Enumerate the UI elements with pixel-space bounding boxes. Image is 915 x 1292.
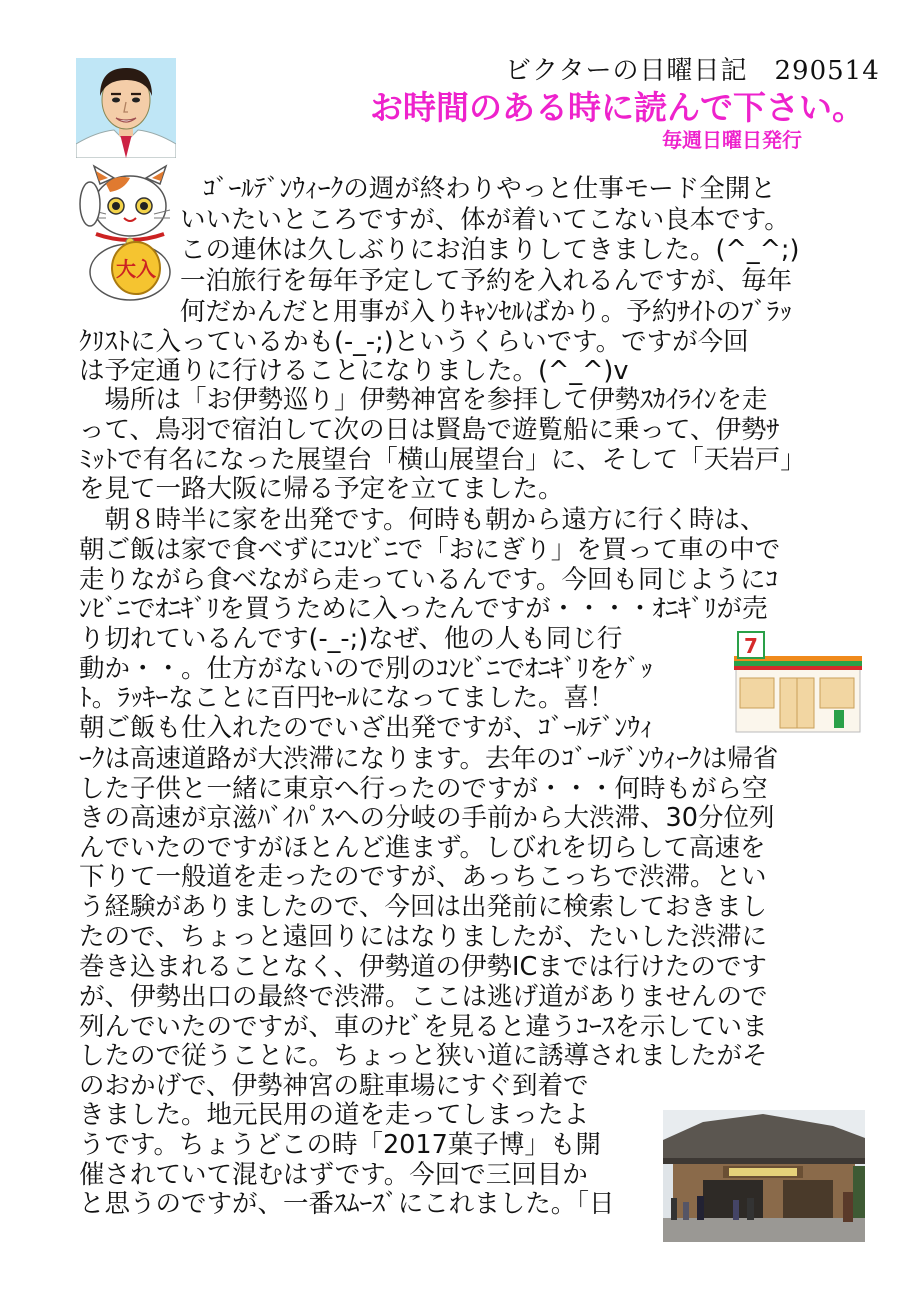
coin-text: 大入 <box>116 257 156 281</box>
body-line: 動か・・。仕方がないので別のｺﾝﾋﾞﾆでｵﾆｷﾞﾘをｹﾞｯ <box>79 654 653 684</box>
body-line: きの高速が京滋ﾊﾞｲﾊﾟｽへの分岐の手前から大渋滞、30分位列 <box>79 803 775 833</box>
body-line: きました。地元民用の道を走ってしまったよ <box>79 1100 590 1130</box>
body-line: と思うのですが、一番ｽﾑｰｽﾞにこれました。「日 <box>79 1189 615 1219</box>
body-line: 列んでいたのですが、車のﾅﾋﾞを見ると違うｺｰｽを示していま <box>79 1012 768 1042</box>
body-line: 朝８時半に家を出発です。何時も朝から遠方に行く時は、 <box>79 505 766 535</box>
body-line: んでいたのですがほとんど進まず。しびれを切らして高速を <box>79 833 766 863</box>
body-line: この連休は久しぶりにお泊まりしてきました。(^_^;) <box>180 235 800 265</box>
body-line: 一泊旅行を毎年予定して予約を入れるんですが、毎年 <box>180 266 793 296</box>
headline: お時間のある時に読んで下さい。 <box>370 88 865 127</box>
shrine-photo <box>663 1110 865 1242</box>
body-line: は予定通りに行けることになりました。(^_^)v <box>79 356 629 386</box>
weekly-publication-note: 毎週日曜日発行 <box>662 128 802 152</box>
convenience-store-icon <box>732 626 864 734</box>
body-line: のおかげで、伊勢神宮の駐車場にすぐ到着で <box>79 1071 589 1101</box>
body-line: 場所は「お伊勢巡り」伊勢神宮を参拝して伊勢ｽｶｲﾗｲﾝを走 <box>79 385 768 415</box>
body-line: 朝ご飯は家で食べずにｺﾝﾋﾞﾆで「おにぎり」を買って車の中で <box>79 535 781 565</box>
body-line: が、伊勢出口の最終で渋滞。ここは逃げ道がありませんので <box>79 982 768 1012</box>
body-line: 何だかんだと用事が入りｷｬﾝｾﾙばかり。予約ｻｲﾄのﾌﾞﾗｯ <box>180 297 793 327</box>
maneki-neko-icon <box>76 164 184 302</box>
svg-text:7: 7 <box>744 634 758 658</box>
body-line: 走りながら食べながら走っているんです。今回も同じようにｺ <box>79 565 779 595</box>
body-line: たので、ちょっと遠回りにはなりましたが、たいした渋滞に <box>79 922 767 952</box>
body-line: う経験がありましたので、今回は出発前に検索しておきまし <box>79 892 767 922</box>
body-line: って、鳥羽で宿泊して次の日は賢島で遊覧船に乗って、伊勢ｻ <box>79 415 780 445</box>
body-line: ﾐｯﾄで有名になった展望台「横山展望台」に、そして「天岩戸」 <box>79 445 806 475</box>
author-portrait <box>76 58 176 158</box>
body-line: したので従うことに。ちょっと狭い道に誘導されましたがそ <box>79 1041 768 1071</box>
body-line: 下りて一般道を走ったのですが、あっちこっちで渋滞。とい <box>79 862 767 892</box>
body-line: うです。ちょうどこの時「2017菓子博」も開 <box>79 1130 601 1160</box>
body-line: いいたいところですが、体が着いてこない良本です。 <box>180 205 790 235</box>
body-line: 催されていて混むはずです。今回で三回目か <box>79 1160 588 1190</box>
body-line: を見て一路大阪に帰る予定を立てました。 <box>79 474 564 504</box>
body-line: ﾄ。ﾗｯｷｰなことに百円ｾｰﾙになってました。喜！ <box>79 683 615 713</box>
body-line: 巻き込まれることなく、伊勢道の伊勢ICまでは行けたのです <box>79 952 767 982</box>
diary-title: ビクターの日曜日記 290514 <box>505 56 880 86</box>
body-line: ｺﾞｰﾙﾃﾞﾝｳｨｰｸの週が終わりやっと仕事モード全開と <box>203 174 776 204</box>
body-line: ｰｸは高速道路が大渋滞になります。去年のｺﾞｰﾙﾃﾞﾝｳｨｰｸは帰省 <box>79 744 779 774</box>
body-line: り切れているんです(-_-;)なぜ、他の人も同じ行 <box>79 624 623 654</box>
body-line: 朝ご飯も仕入れたのでいざ出発ですが、ｺﾞｰﾙﾃﾞﾝｳｨ <box>79 713 653 743</box>
body-line: した子供と一緒に東京へ行ったのですが・・・何時もがら空 <box>79 774 768 804</box>
body-line: ｸﾘｽﾄに入っているかも(-_-;)というくらいです。ですが今回 <box>79 327 749 357</box>
body-line: ﾝﾋﾞﾆでｵﾆｷﾞﾘを買うために入ったんですが・・・・ｵﾆｷﾞﾘが売 <box>79 594 768 624</box>
